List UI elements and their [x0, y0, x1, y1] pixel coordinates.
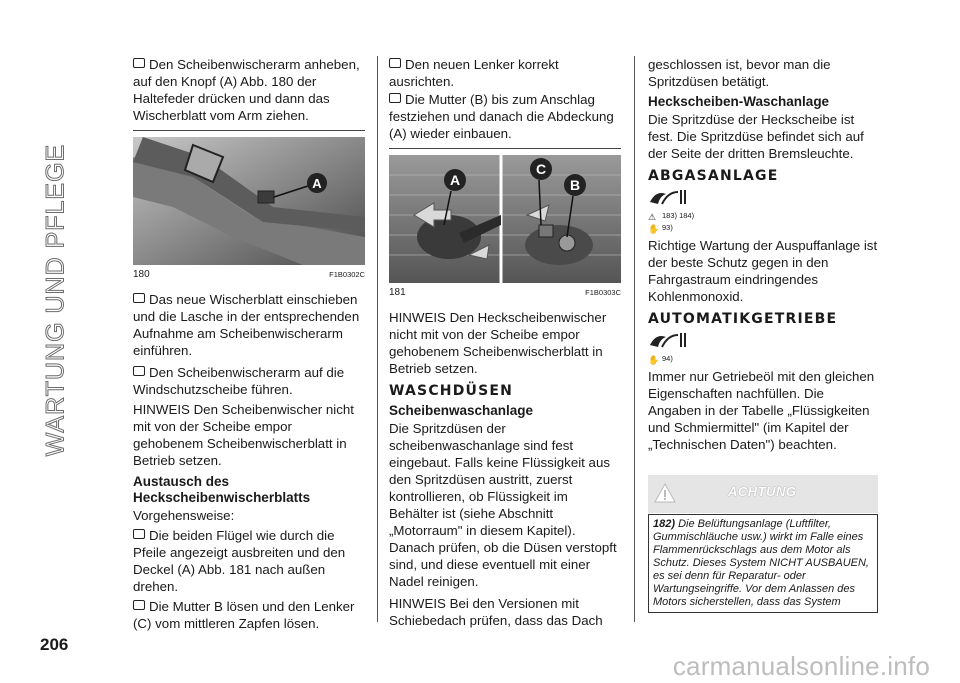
paragraph: Die Spritzdüsen der scheibenwaschanlage sind fest eingebaut. Falls keine Flüssigkeit aus den Spritzdüsen austritt, zuerst kontrollieren, ob Flüssigkeit im Behälter ist (siehe Abschnitt „Motorraum" in diesem Kapitel). Danach prüfen, ob die Düsen verstopft sind, und diese eventuell mit einer Nadel reinigen. [389, 421, 617, 589]
warning-triangle-icon: ⚠ [648, 212, 657, 222]
column-divider [377, 56, 378, 622]
column-1 [133, 56, 365, 637]
paragraph: Den Scheibenwischerarm auf die Windschutzscheibe führen. [133, 365, 345, 397]
column-2 [389, 56, 621, 634]
paragraph: HINWEIS Den Heckscheibenwischer nicht mit von der Scheibe empor gehobenem Scheibenwischerblatt in Betrieb setzen. [389, 310, 607, 376]
heading-abgasanlage: ABGASANLAGE [648, 168, 779, 184]
paragraph: Vorgehensweise: [133, 508, 235, 523]
heading-waschduesen: WASCHDÜSEN [389, 383, 514, 399]
bullet-icon [133, 529, 145, 539]
figure-code: F1B0303C [585, 288, 621, 297]
paragraph: Das neue Wischerblatt einschieben und die Lasche in der entsprechenden Aufnahme am Scheibenwischerarm einführen. [133, 292, 360, 358]
figure-number: 180 [133, 269, 150, 280]
page-number: 206 [40, 635, 69, 654]
paragraph: Die Mutter (B) bis zum Anschlag festziehen und danach die Abdeckung (A) wieder einbauen. [389, 92, 614, 141]
paragraph: geschlossen ist, bevor man die Spritzdüsen betätigt. [648, 57, 831, 89]
paragraph: Die Spritzdüse der Heckscheibe ist fest. Die Spritzdüse befindet sich auf der Seite der dritten Bremsleuchte. [648, 112, 864, 161]
paragraph: HINWEIS Den Scheibenwischer nicht mit von der Scheibe empor gehobenem Scheibenwischerblatt in Betrieb setzen. [133, 402, 354, 468]
reference-numbers: 94) [662, 354, 673, 363]
rear-wiper-illustration [389, 155, 621, 283]
heading: Austausch des Heckscheibenwischerblatts [133, 474, 311, 505]
warning-text: 182) Die Belüftungsanlage (Luftfilter, Gummischläuche usw.) wirkt im Falle eines Flammenrückschlags aus dem Motor als Schutz. Dieses System NICHT AUSBAUEN, es sei denn für Reparatur- oder Wartungseingriffe. Vor dem Anlassen des Motors sicherstellen, dass das System [648, 514, 878, 613]
caution-hand-icon: ✋ [648, 355, 660, 365]
figure-code: F1B0302C [329, 270, 365, 279]
paragraph: Die Mutter B lösen und den Lenker (C) vom mittleren Zapfen lösen. [133, 599, 355, 631]
watermark: carmanualsonline.info [672, 651, 930, 681]
warning-triangle-icon [654, 483, 676, 503]
paragraph: HINWEIS Bei den Versionen mit Schiebedach prüfen, dass das Dach [389, 596, 603, 628]
bullet-icon [389, 58, 401, 68]
figure-label-c: C [535, 161, 547, 177]
figure-label-b: B [569, 177, 581, 193]
eco-leaf-icon [648, 188, 690, 208]
paragraph: Den neuen Lenker korrekt ausrichten. [389, 57, 559, 89]
heading-automatikgetriebe: AUTOMATIKGETRIEBE [648, 311, 838, 327]
reference-numbers: 183) 184) [662, 211, 695, 220]
column-3 [648, 56, 880, 458]
heading: Scheibenwaschanlage [389, 403, 534, 418]
bullet-icon [133, 366, 145, 376]
reference-numbers: 93) [662, 223, 673, 232]
bullet-icon [389, 93, 401, 103]
column-divider [634, 56, 635, 622]
figure-180 [133, 130, 365, 283]
eco-leaf-icon [648, 331, 690, 351]
wiper-arm-illustration [133, 137, 365, 265]
bullet-icon [133, 600, 145, 610]
paragraph: Den Scheibenwischerarm anheben, auf den Knopf (A) Abb. 180 der Haltefeder drücken und dann das Wischerblatt vom Arm ziehen. [133, 57, 360, 123]
bullet-icon [133, 58, 145, 68]
warning-box [648, 475, 878, 619]
figure-181 [389, 148, 621, 301]
warning-title: ACHTUNG [728, 484, 797, 499]
caution-hand-icon: ✋ [648, 224, 660, 234]
figure-label-a: A [449, 172, 461, 188]
bullet-icon [133, 293, 145, 303]
paragraph: Die beiden Flügel wie durch die Pfeile angezeigt ausbreiten und den Deckel (A) Abb. 181 nach außen drehen. [133, 528, 346, 594]
figure-label-a: A [312, 176, 322, 191]
heading: Heckscheiben-Waschanlage [648, 94, 830, 109]
paragraph: Immer nur Getriebeöl mit den gleichen Eigenschaften nachfüllen. Die Angaben in der Tabelle „Flüssigkeiten und Schmiermittel" (im Kapitel der „Technischen Daten") beachten. [648, 369, 875, 452]
paragraph: Richtige Wartung der Auspuffanlage ist der beste Schutz gegen in den Fahrgastraum eindringendes Kohlenmonoxid. [648, 238, 878, 304]
figure-number: 181 [389, 287, 406, 298]
